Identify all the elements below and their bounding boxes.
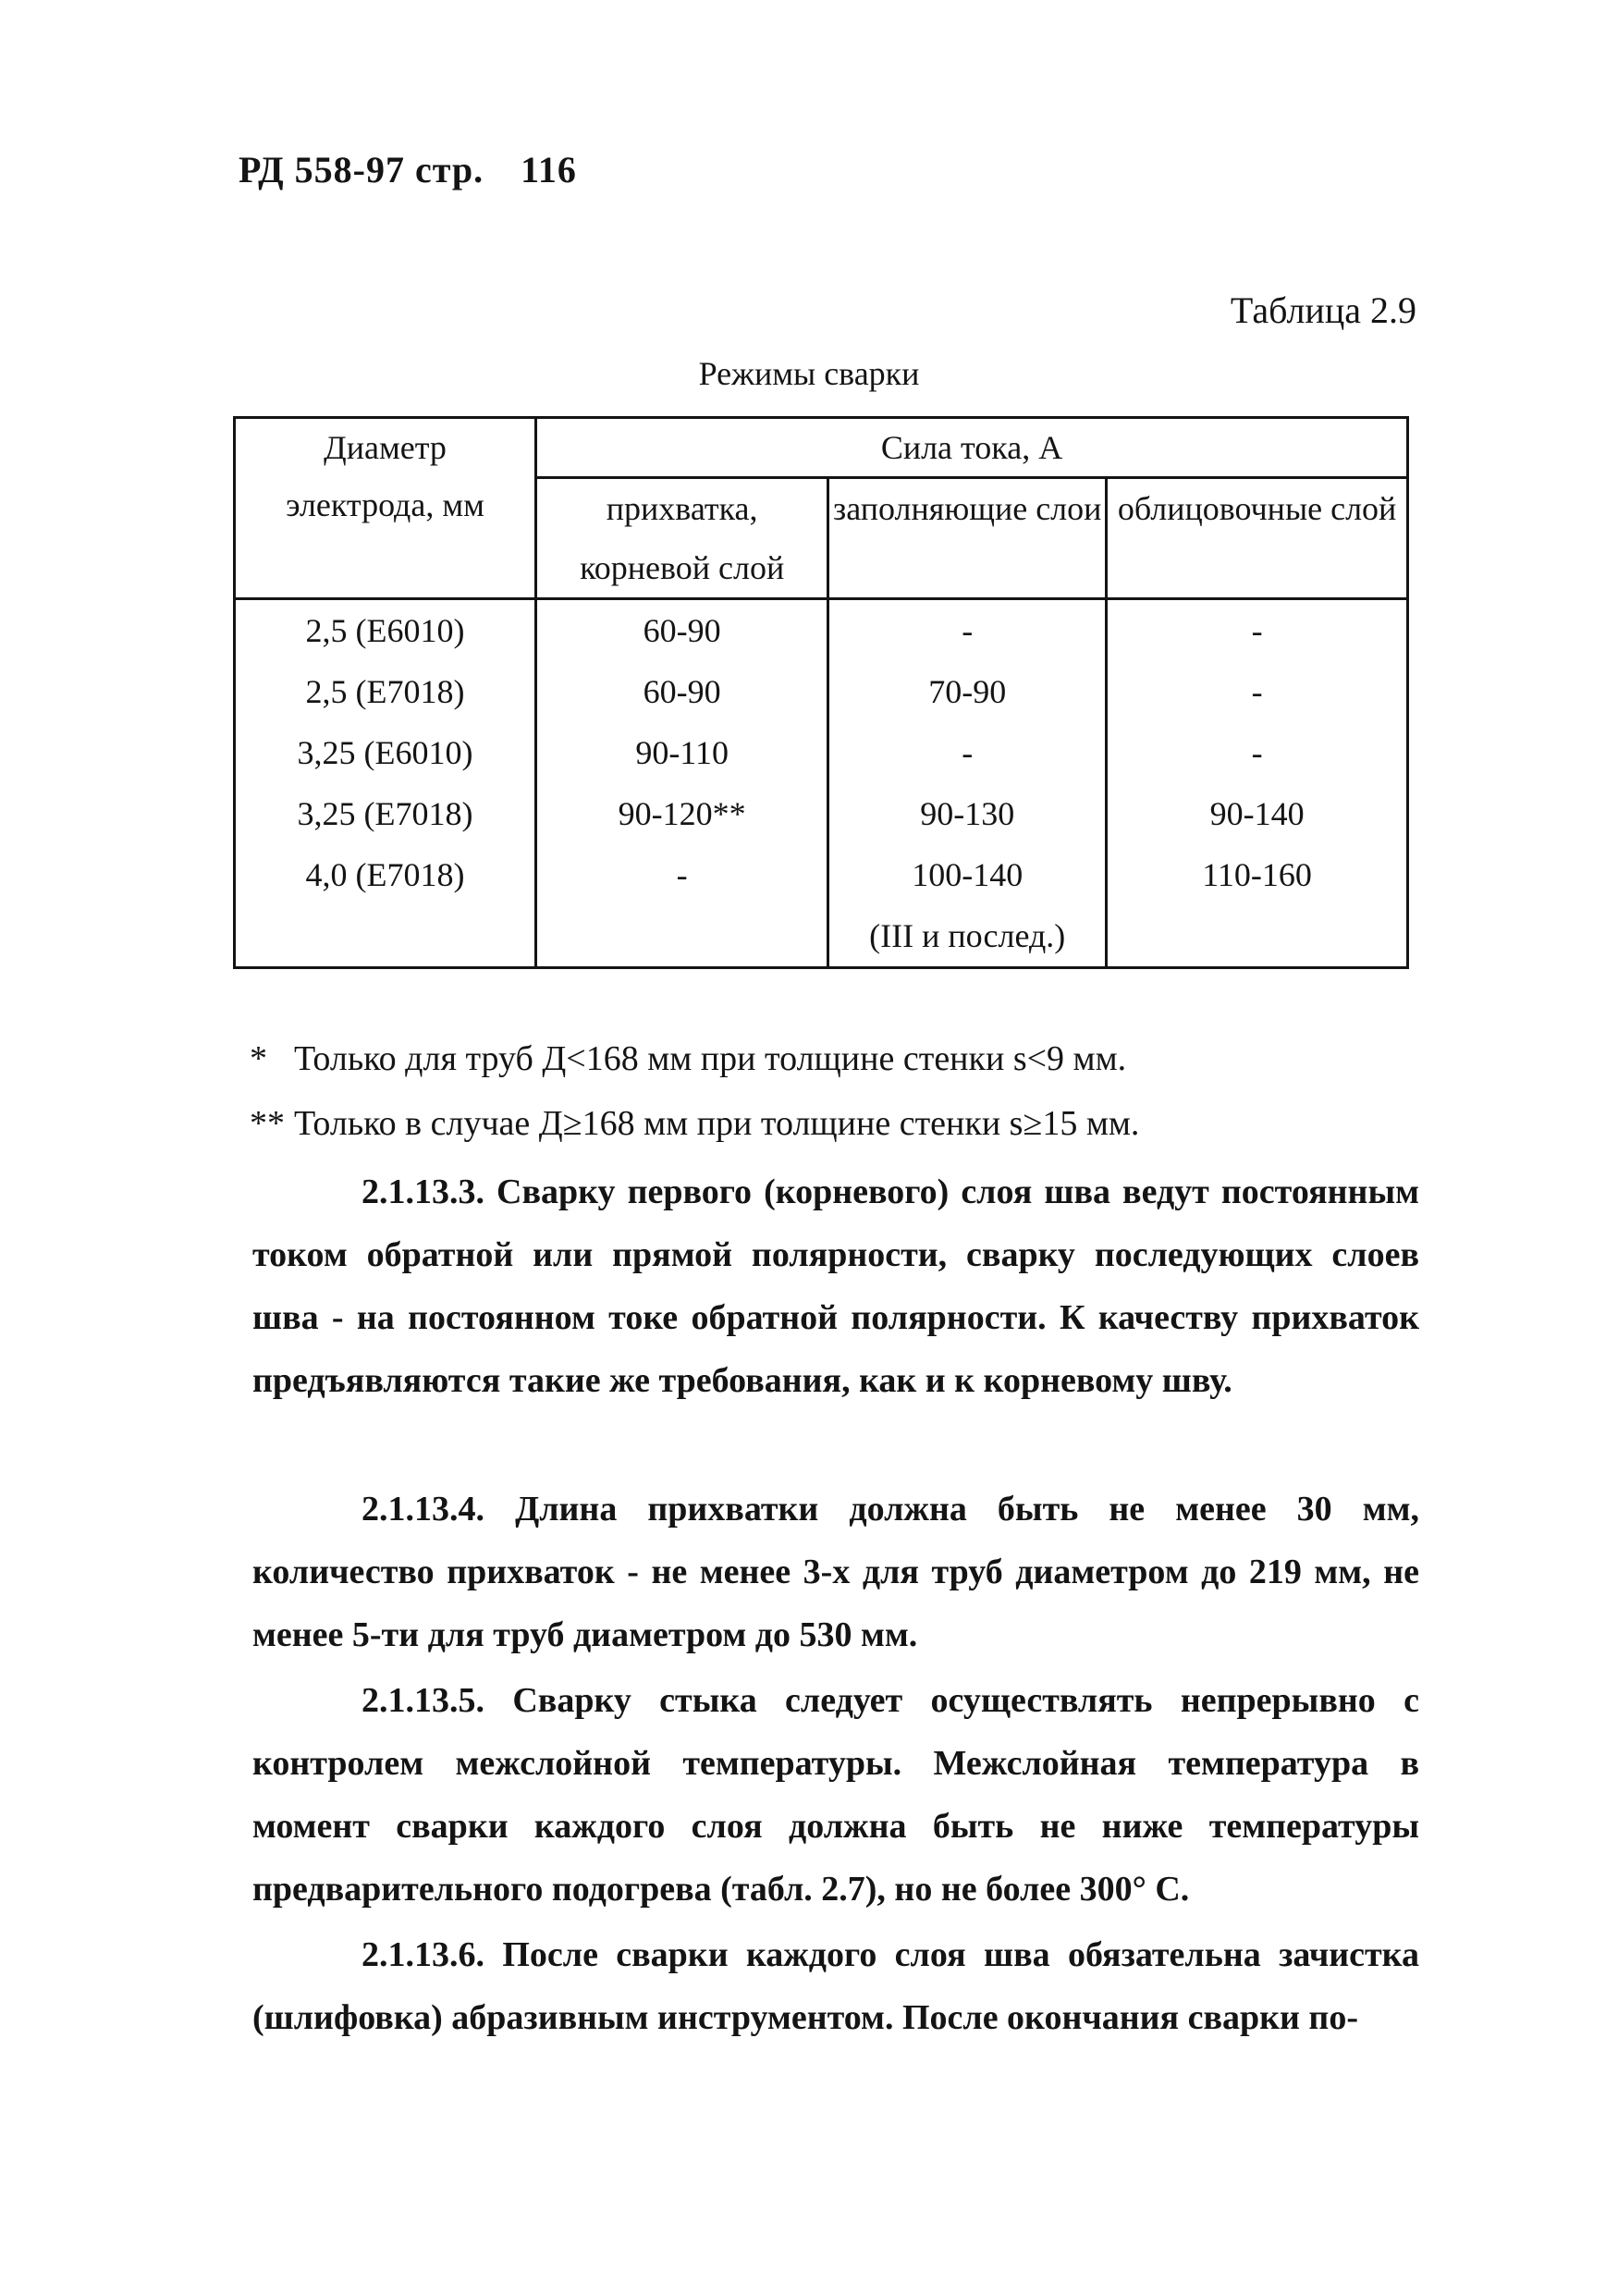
page-header [239,148,577,191]
table-cell: 90-140 [1107,783,1408,844]
table-cell: - [828,722,1107,783]
table-cell: - [1107,722,1408,783]
table-footnotes [250,1026,1139,1156]
table-cell: - [536,844,828,905]
table-cell: 4,0 (Е7018) [235,844,536,905]
paragraph-2-1-13-5: 2.1.13.5. Сварку стыка следует осуществлять непрерывно с контролем межслойной температуры. Межслойная температура в момент сварки каждого слоя должна быть не ниже температуры предварительного подогрева (табл. 2.7), но не более 300° С. [252,1681,1419,1909]
footnote-text: Только для труб Д<168 мм при толщине стенки s<9 мм. [294,1039,1127,1078]
table-cell: 90-120** [536,783,828,844]
table-row [235,783,1408,844]
table-cell: (III и послед.) [828,905,1107,968]
table-cell: 3,25 (Е7018) [235,783,536,844]
table-cell [235,905,536,968]
table-cell: - [1107,599,1408,662]
table-row [235,599,1408,662]
column-header-tack-root: прихватка, корневой слой [536,478,828,599]
table-cell: 2,5 (Е6010) [235,599,536,662]
footnote-mark: ** [250,1104,285,1143]
table-cell: 60-90 [536,599,828,662]
table-row [235,844,1408,905]
table-cell: - [828,599,1107,662]
table-cell: 90-130 [828,783,1107,844]
table-cell: 70-90 [828,661,1107,722]
footnote-mark: * [250,1039,267,1078]
table-row [235,905,1408,968]
column-header-current: Сила тока, А [536,418,1408,478]
column-header-facing: облицовочные слой [1107,478,1408,599]
paragraph-2-1-13-4: 2.1.13.4. Длина прихватки должна быть не менее 30 мм, количество прихваток - не менее 3-х для труб диаметром до 219 мм, не менее 5-ти для труб диаметром до 530 мм. [252,1490,1419,1654]
table-cell: - [1107,661,1408,722]
table-cell: 60-90 [536,661,828,722]
table-cell: 2,5 (Е7018) [235,661,536,722]
table-row [235,661,1408,722]
table-cell: 110-160 [1107,844,1408,905]
table-cell: 90-110 [536,722,828,783]
column-header-filling: заполняющие слои [828,478,1107,599]
diameter-header-line2: электрода, мм [286,486,484,523]
paragraph-2-1-13-6: 2.1.13.6. После сварки каждого слоя шва обязательна зачистка (шлифовка) абразивным инструментом. После окончания сварки по- [252,1935,1419,2037]
table-label: Таблица 2.9 [1230,289,1416,331]
page-number: 116 [521,149,577,190]
footnote [250,1091,1139,1156]
table-cell: 100-140 [828,844,1107,905]
table-cell [536,905,828,968]
column-header-diameter [235,418,536,599]
paragraph-2-1-13-3: 2.1.13.3. Сварку первого (корневого) слоя шва ведут постоянным током обратной или прямой полярности, сварку последующих слоев шва - на постоянном токе обратной полярности. К качеству прихваток предъявляются такие же требования, как и к корневому шву. [252,1173,1419,1400]
table-cell: 3,25 (Е6010) [235,722,536,783]
table-header-row [235,418,1408,478]
table-row [235,722,1408,783]
welding-modes-table [233,416,1409,969]
diameter-header-line1: Диаметр [324,429,447,466]
table-title: Режимы сварки [698,355,920,392]
table-cell [1107,905,1408,968]
document-code: РД 558-97 стр. [239,149,484,190]
footnote [250,1026,1139,1091]
footnote-text: Только в случае Д≥168 мм при толщине стенки s≥15 мм. [294,1104,1140,1143]
